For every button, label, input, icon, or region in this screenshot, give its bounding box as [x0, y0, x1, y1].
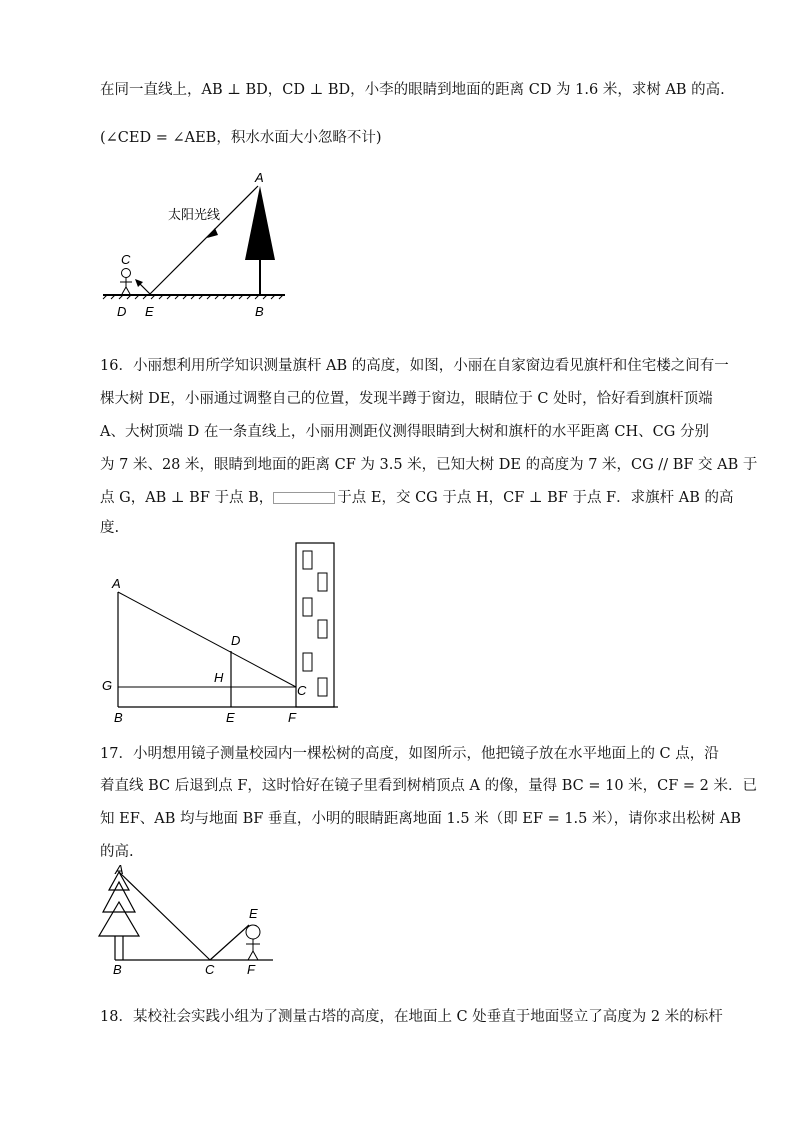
q17-text-line1: 17．小明想用镜子测量校园内一棵松树的高度，如图所示，他把镜子放在水平地面上的 C 点，沿	[100, 746, 719, 762]
q16-line5-b: 于点 E，交 CG 于点 H，CF ⊥ BF 于点 F．求旗杆 AB 的高	[337, 490, 734, 506]
label-C: C	[121, 252, 131, 267]
tree-crown	[245, 186, 275, 260]
label-B: B	[255, 304, 264, 319]
q17-text-line3: 知 EF、AB 均与地面 BF 垂直，小明的眼睛距离地面 1.5 米（即 EF = 1.5 米），请你求出松树 AB	[100, 811, 741, 827]
window	[303, 551, 312, 569]
label-B: B	[114, 710, 123, 725]
ray-AC	[119, 872, 210, 960]
q15-text-line1: 在同一直线上，AB ⊥ BD，CD ⊥ BD，小李的眼睛到地面的距离 CD 为 1.6 米，求树 AB 的高.	[100, 82, 725, 98]
label-A: A	[112, 576, 121, 591]
q16-text-line6: 度.	[100, 520, 120, 536]
sun-ray-label: 太阳光线	[168, 208, 221, 223]
label-C: C	[205, 962, 215, 977]
q16-text-line5	[100, 486, 733, 507]
label-B: B	[113, 962, 122, 977]
label-E: E	[249, 906, 258, 921]
q16-text-line2: 棵大树 DE，小丽通过调整自己的位置，发现半蹲于窗边，眼睛位于 C 处时，恰好看到旗杆顶端	[100, 391, 713, 407]
label-A: A	[255, 170, 264, 185]
q15-figure	[95, 168, 295, 328]
window	[318, 678, 327, 696]
label-F: F	[288, 710, 296, 725]
q16-text-line4: 为 7 米、28 米，眼睛到地面的距离 CF 为 3.5 米，已知大树 DE 的高度为 7 米，CG // BF 交 AB 于	[100, 457, 758, 473]
blank-image-placeholder	[273, 492, 335, 504]
label-C: C	[297, 683, 307, 698]
window	[318, 573, 327, 591]
person-head	[122, 269, 131, 278]
label-D: D	[231, 633, 241, 648]
window	[303, 653, 312, 671]
label-G: G	[102, 678, 113, 693]
sun-ray-line	[150, 186, 258, 294]
label-D: D	[117, 304, 127, 319]
q17-text-line4: 的高.	[100, 844, 134, 860]
ray-arrow-icon	[207, 228, 218, 238]
q16-text-line1: 16．小丽想利用所学知识测量旗杆 AB 的高度，如图，小丽在自家窗边看见旗杆和住宅楼之间有一	[100, 358, 729, 374]
q16-text-line3: A、大树顶端 D 在一条直线上，小丽用测距仪测得眼睛到大树和旗杆的水平距离 CH、CG 分别	[100, 424, 709, 440]
window	[303, 598, 312, 616]
q17-figure	[95, 862, 280, 982]
q17-text-line2: 着直线 BC 后退到点 F，这时恰好在镜子里看到树梢顶点 A 的像，量得 BC = 10 米，CF = 2 米．已	[100, 778, 758, 794]
person-head	[246, 925, 260, 939]
q16-figure	[100, 540, 350, 725]
q15-text-line2: (∠CED = ∠AEB，积水水面大小忽略不计)	[100, 130, 382, 146]
label-E: E	[145, 304, 154, 319]
window	[318, 620, 327, 638]
sight-line-AC	[118, 592, 296, 687]
label-H: H	[214, 670, 224, 685]
q16-line5-a: 点 G，AB ⊥ BF 于点 B，	[100, 490, 274, 506]
ray-CE	[210, 925, 249, 960]
label-F: F	[247, 962, 255, 977]
label-E: E	[226, 710, 235, 725]
label-A: A	[115, 862, 124, 877]
q18-text-line1: 18．某校社会实践小组为了测量古塔的高度，在地面上 C 处垂直于地面竖立了高度为 2 米的标杆	[100, 1009, 723, 1025]
